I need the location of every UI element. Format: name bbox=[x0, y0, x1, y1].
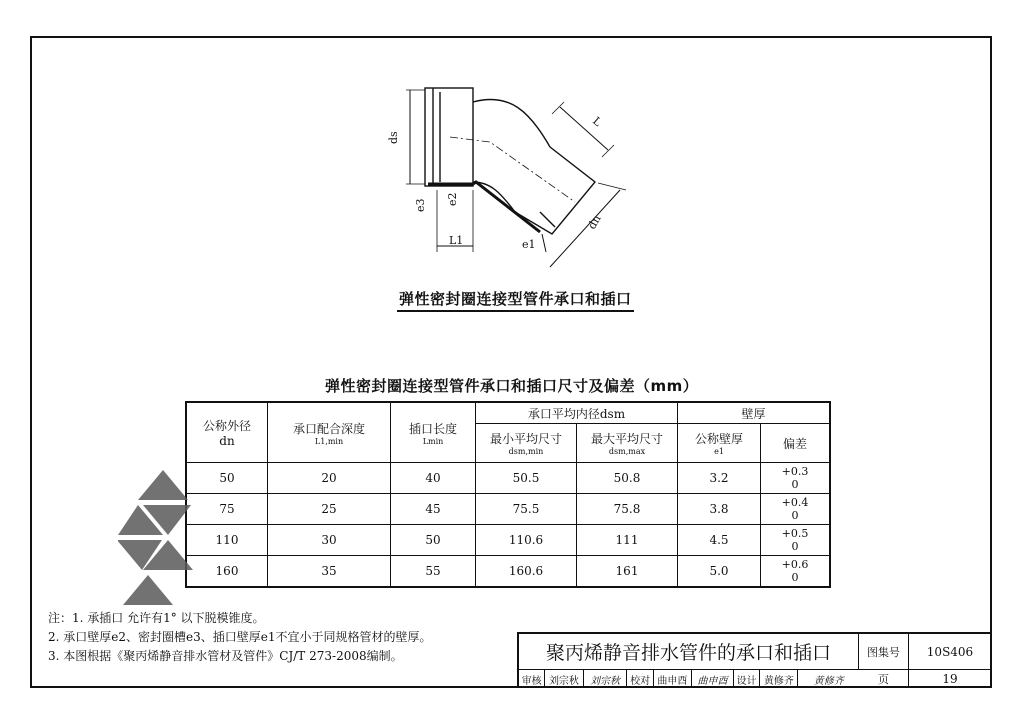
header-dsm-min: 最小平均尺寸 dsm,min bbox=[476, 424, 577, 463]
cell-dn: 75 bbox=[186, 494, 268, 525]
e3-label: e3 bbox=[414, 198, 427, 212]
cell-e1: 3.8 bbox=[678, 494, 761, 525]
check-name: 曲申酉 bbox=[654, 670, 692, 688]
note-3: 3. 本图根据《聚丙烯静音排水管材及管件》CJ/T 273-2008编制。 bbox=[48, 649, 403, 663]
cell-tolerance: +0.6 0 bbox=[761, 556, 831, 588]
review-label: 审核 bbox=[519, 670, 545, 688]
cell-dsm-max: 50.8 bbox=[577, 463, 678, 494]
l-label: L bbox=[590, 114, 605, 129]
dn-label: dn bbox=[585, 212, 604, 232]
review-name: 刘宗秋 bbox=[545, 670, 583, 688]
table-row bbox=[186, 494, 830, 525]
figure-title: 弹性密封圈连接型管件承口和插口 bbox=[397, 288, 634, 312]
signature-row bbox=[519, 670, 859, 688]
design-label: 设计 bbox=[734, 670, 760, 688]
cell-e1: 4.5 bbox=[678, 525, 761, 556]
title-block bbox=[517, 632, 992, 688]
cell-e1: 5.0 bbox=[678, 556, 761, 588]
header-dsm-max: 最大平均尺寸 dsm,max bbox=[577, 424, 678, 463]
cell-tolerance: +0.3 0 bbox=[761, 463, 831, 494]
note-2: 2. 承口壁厚e2、密封圈槽e3、插口壁厚e1不宜小于同规格管材的壁厚。 bbox=[48, 630, 432, 644]
cell-dn: 50 bbox=[186, 463, 268, 494]
atlas-number: 10S406 bbox=[909, 634, 992, 670]
design-name: 黄修齐 bbox=[760, 670, 798, 688]
check-signature: 曲申酉 bbox=[692, 670, 734, 688]
atlas-label: 图集号 bbox=[859, 634, 909, 670]
cell-l1: 25 bbox=[268, 494, 391, 525]
cell-dsm-min: 160.6 bbox=[476, 556, 577, 588]
cell-dsm-max: 161 bbox=[577, 556, 678, 588]
notes-block bbox=[48, 609, 431, 666]
table-title: 弹性密封圈连接型管件承口和插口尺寸及偏差（mm） bbox=[325, 377, 699, 395]
cell-dsm-max: 75.8 bbox=[577, 494, 678, 525]
design-signature: 黄修齐 bbox=[813, 675, 844, 687]
header-tolerance: 偏差 bbox=[761, 424, 831, 463]
cell-dn: 160 bbox=[186, 556, 268, 588]
cell-lmin: 40 bbox=[391, 463, 476, 494]
header-dsm: 承口平均内径dsm bbox=[476, 402, 678, 424]
l1-label: L1 bbox=[449, 234, 464, 247]
e1-label: e1 bbox=[522, 238, 536, 251]
cell-dn: 110 bbox=[186, 525, 268, 556]
cell-lmin: 50 bbox=[391, 525, 476, 556]
note-1: 注：1. 承插口 允许有1° 以下脱模锥度。 bbox=[48, 611, 265, 625]
cell-lmin: 45 bbox=[391, 494, 476, 525]
page-number: 19 bbox=[909, 670, 992, 688]
cell-dsm-max: 111 bbox=[577, 525, 678, 556]
cell-l1: 35 bbox=[268, 556, 391, 588]
pipe-fitting-diagram bbox=[380, 72, 660, 282]
drawing-name: 聚丙烯静音排水管件的承口和插口 bbox=[519, 634, 859, 670]
table-row bbox=[186, 525, 830, 556]
cell-dsm-min: 110.6 bbox=[476, 525, 577, 556]
cell-dsm-min: 75.5 bbox=[476, 494, 577, 525]
cell-e1: 3.2 bbox=[678, 463, 761, 494]
table-row bbox=[186, 556, 830, 588]
header-lmin: 插口长度 Lmin bbox=[391, 402, 476, 463]
check-label: 校对 bbox=[627, 670, 653, 688]
table-row bbox=[186, 463, 830, 494]
header-dn: 公称外径 dn bbox=[186, 402, 268, 463]
review-signature: 刘宗秋 bbox=[584, 670, 628, 688]
header-e1: 公称壁厚 e1 bbox=[678, 424, 761, 463]
cell-lmin: 55 bbox=[391, 556, 476, 588]
cell-dsm-min: 50.5 bbox=[476, 463, 577, 494]
dimension-table bbox=[185, 401, 831, 588]
cell-tolerance: +0.4 0 bbox=[761, 494, 831, 525]
header-l1: 承口配合深度 L1,min bbox=[268, 402, 391, 463]
ds-label: ds bbox=[387, 131, 400, 144]
cell-l1: 20 bbox=[268, 463, 391, 494]
cell-tolerance: +0.5 0 bbox=[761, 525, 831, 556]
watermark-logo bbox=[118, 470, 218, 610]
cell-l1: 30 bbox=[268, 525, 391, 556]
header-wall: 壁厚 bbox=[678, 402, 831, 424]
page-label: 页 bbox=[859, 670, 909, 688]
e2-label: e2 bbox=[446, 192, 459, 206]
